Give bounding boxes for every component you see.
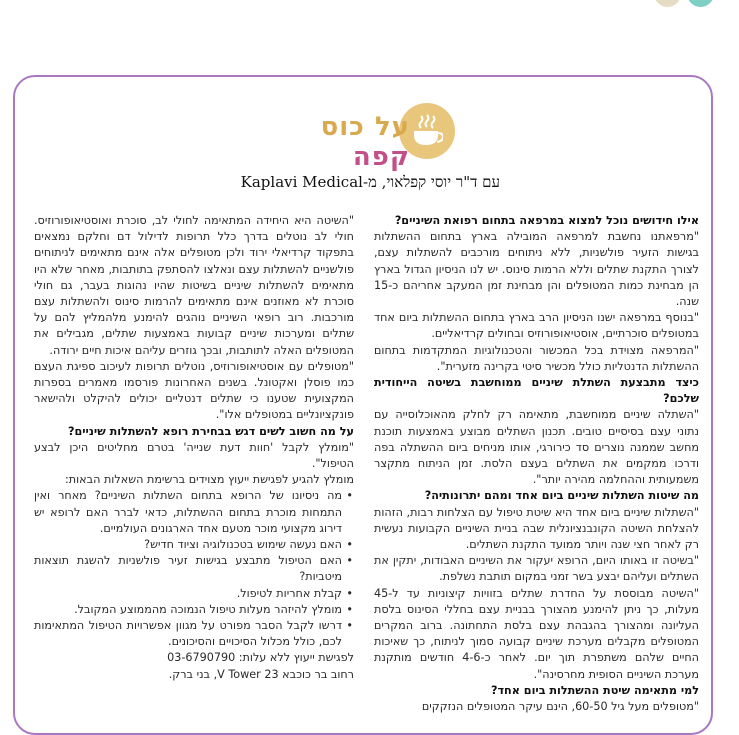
- decorative-circle: [687, 0, 714, 7]
- question-heading: מה שיטות השתלות שיניים ביום אחד ומהם יתרונותיה?: [424, 489, 699, 503]
- bullet-item: • דרשו לקבל הסבר מפורט על מגוון אפשרויות הטיפול המתאימות לכם, כולל מכלול הסיכויים והסיכונים.: [34, 618, 342, 650]
- bullet-item: • מה ניסיונו של הרופא בתחום השתלות השיניים? מאחר ואין התמחות מוכרת בתחום ההשתלות, כדאי לברר האם לרופא יש דירוג מקצועי מוכר מטעם אחד הארגונים העולמיים.: [34, 488, 342, 537]
- bullet-item: • האם הטיפול מתבצע בגישות זעיר פולשניות להשגת תוצאות מיטביות?: [34, 553, 342, 585]
- byline: עם ד"ר יוסי קפלאוי, מ-Kaplavi Medical: [240, 173, 500, 191]
- paragraph: "השיטה היא היחידה המתאימה לחולי לב, סוכרת ואוסטיאופורוזיס. חולי לב נוטלים בדרך כלל תרופות לדילול דם וחלקם נמצאים בתפקוד קרדיאלי ירוד ולכן מטופלים אלה אינם מתאימים לניתוחים פולשניים להשתלות עצם ונאלצו להסתפק בתותבות, מאחר שלא היו מתאימים להשתלות שיניים בשיטות שהיו נהוגות בעבר, גם חולי סוכרת לא מאוזנים אינם מתאימים להרמות סינוס ולהשתלות עצם מורכבות. רוב רופאי השיניים נוהגים להימנע מלהמליץ להם על שתלים ומערכות שיניים קבועות באמצעות שתלים, מגבילים את המטופלים האלה לתותבות, ובכך גוזרים עליהם איכות חיים ירודה.: [34, 214, 354, 357]
- title-word-1: על כוס: [320, 112, 410, 142]
- paragraph: מומלץ להגיע לפגישת ייעוץ מצוידים ברשימת השאלות הבאות:: [64, 473, 354, 487]
- question-heading: כיצד מתבצעת השתלת שיניים ממוחשבת בשיטה הייחודית שלכם?: [374, 376, 699, 406]
- bullet-item: • האם נעשה שימוש בטכנולוגיה וציוד חדיש?: [34, 537, 342, 553]
- paragraph: "מרפאתנו נחשבת למרפאה המובילה בארץ בתחום ההשתלות בגישות הזעיר פולשניות, ללא ניתוחים מורכבים להשתלות עצם, לצורך התקנת שתלים וללא הרמות סינוס. יש לנו הניסיון הגדול בארץ הן מבחינת כמות המטופלים והן מבחינת זמן המעקב אחריהם כ-15 שנה.: [374, 230, 699, 309]
- bullet-item: • מומלץ להיזהר מעלות טיפול הנמוכה מהממוצע המקובל.: [34, 602, 342, 618]
- bullet-list: [34, 488, 354, 650]
- page-title: [260, 112, 410, 172]
- paragraph: "בנוסף במרפאה ישנו הניסיון הרב בארץ בתחום ההשתלות ביום אחד במטופלים סוכרתיים, אוסטיאופורוזיס ובחולים קרדיאליים.: [374, 311, 699, 341]
- right-column: [374, 213, 699, 715]
- paragraph: "מטופלים עם אוסטיאופורוזיס, נוטלים תרופות לעיכוב ספיגת העצם כמו פוסלן ואקטונל. בשנים האחרונות פורסמו מאמרים בספרות המקצועית שטענו כי שתלים דנטליים יכולים להיקלט ולהישאר פונקציונליים במטופלים אלו".: [34, 359, 354, 422]
- paragraph: "מטופלים מעל גיל 60-50, הינם עיקר המטופלים הנזקקים: [421, 700, 699, 714]
- left-column: [34, 213, 354, 683]
- title-word-2: קפה: [352, 142, 410, 172]
- decorative-circle: [654, 0, 681, 7]
- paragraph: "המרפאה מצוידת בכל המכשור והטכנולוגיות המתקדמות בתחום ההשתלות הדנטליות כולל מכשיר סיטי בקרינה מזערית".: [374, 343, 699, 373]
- paragraph: "השתלה שיניים ממוחשבת, מתאימה רק לחלק מהאוכלוסייה עם נתוני עצם בסיסיים טובים. תכנון השתלים מבוצע באמצעות תוכנת מחשב שממנה נוצרים סד כירורגי, אותו מניחים ביום ההשתלה בפה ודרכו ממקמים את השתלים בעצם הלסת. זמן הניתוח מתקצר משמעותית וההחלמה מהירה יותר".: [374, 408, 699, 487]
- paragraph: לפגישת ייעוץ ללא עלות: 03-6790790: [167, 651, 354, 665]
- question-heading: למי מתאימה שיטת ההשתלות ביום אחד?: [490, 683, 699, 697]
- paragraph: "השיטה מבוססת על החדרת שתלים בזוויות קיצוניות עד ל-45 מעלות, כך ניתן להימנע מהצורך בבניית עצם בחללי הסינוס בלסת העליונה ומהצורך בהגבהת עצם בלסת התחתונה. ברוב המקרים המטופלים מקבלים מערכת שיניים קבועה סמוך לניתוח, כך שאיכות החיים שלהם משתפרת תוך יום. לאחר כ-4-6 חודשים מותקנת מערכת השיניים הסופית מחרסינה".: [374, 586, 699, 681]
- paragraph: רחוב בר כוכבא 23 V Tower, בני ברק.: [168, 667, 354, 681]
- question-heading: אילו חידושים נוכל למצוא במרפאה בתחום רפואת השיניים?: [394, 214, 699, 227]
- question-heading: על מה חשוב לשים דגש בבחירת רופא להשתלות שיניים?: [67, 424, 354, 438]
- bullet-item: • קבלת אחריות לטיפול.: [34, 586, 342, 602]
- top-decoration: [0, 0, 739, 8]
- paragraph: "מומלץ לקבל 'חוות דעת שנייה' בטרם מחליטים היכן לבצע הטיפול".: [34, 440, 354, 471]
- paragraph: "בשיטה זו באותו היום, הרופא יעקור את השיניים האבודות, יתקין את השתלים ועליהם יבצע בשר זמני במקום תותבת נשלפת.: [374, 554, 699, 584]
- paragraph: "השתלות שיניים ביום אחד היא שיטת טיפול עם הצלחות רבות, הזהות להצלחת השיטה הקונבנציונלית שבה בניית השיניים הקבועות נעשית רק לאחר חצי שנה ויותר ממועד התקנת השתלים.: [374, 505, 699, 552]
